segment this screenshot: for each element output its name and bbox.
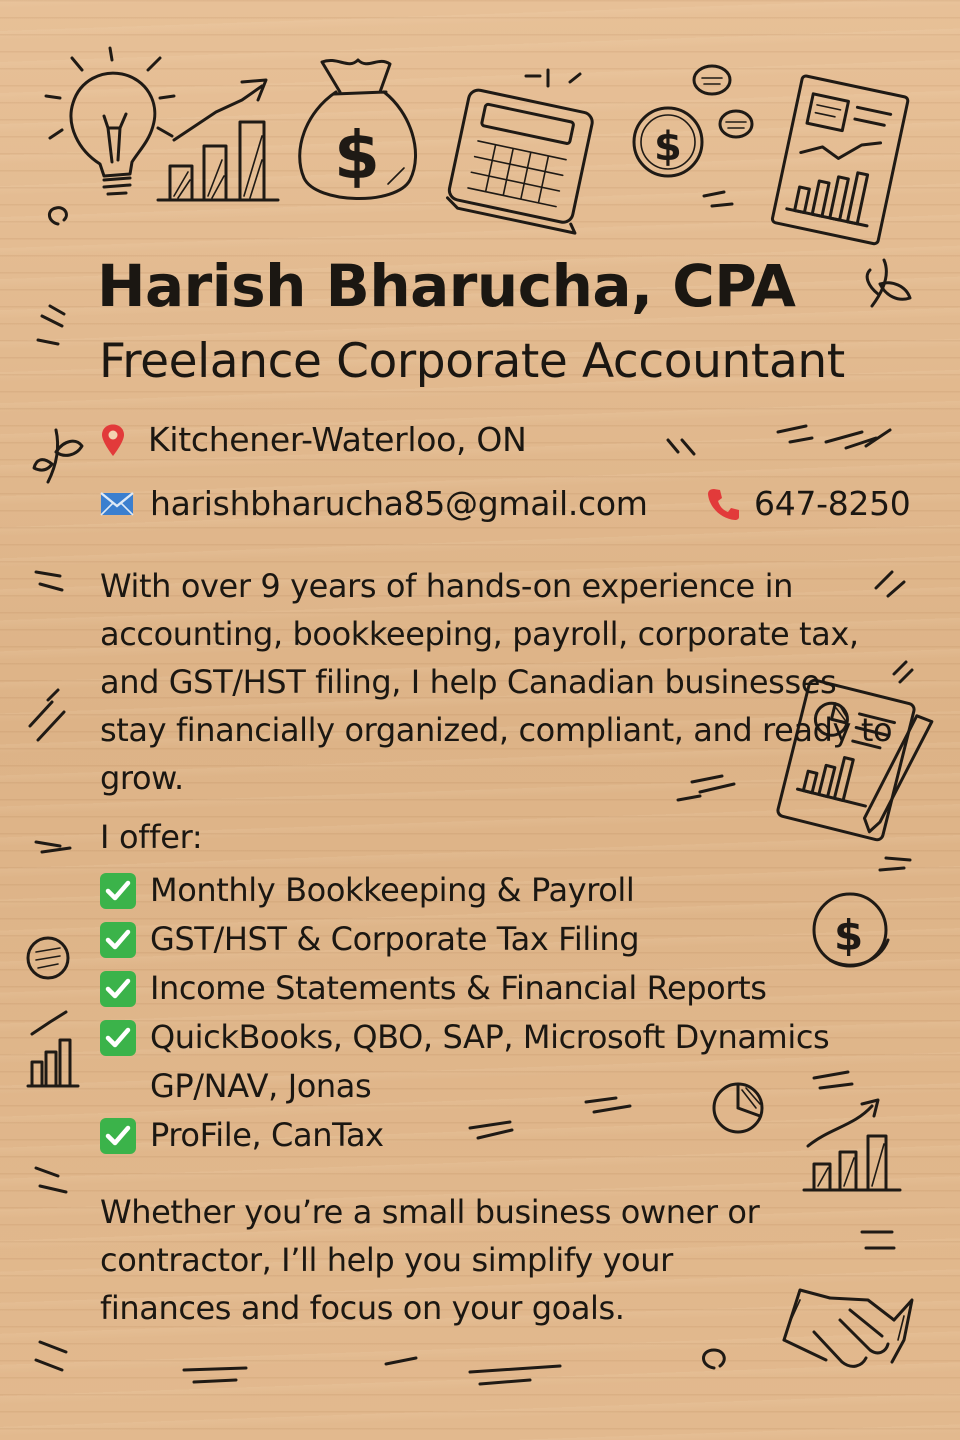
svg-text:$: $	[334, 117, 380, 194]
location-row	[100, 420, 527, 459]
offers-list	[100, 866, 920, 1160]
sparkle-lines	[526, 70, 580, 86]
offer-text: ProFile, CanTax	[150, 1116, 384, 1154]
offer-item	[100, 915, 920, 964]
envelope-icon	[100, 492, 134, 516]
person-name: Harish Bharucha, CPA	[97, 252, 796, 320]
job-title: Freelance Corporate Accountant	[99, 334, 845, 389]
leaf-icon	[867, 260, 910, 306]
dash-doodle	[36, 842, 70, 852]
leaf-icon-left	[34, 430, 82, 482]
bar-chart-icon	[158, 80, 278, 200]
closing-paragraph: Whether you’re a small business owner or contractor, I’ll help you simplify your finances and focus on your goals.	[100, 1193, 760, 1327]
dash-doodle	[30, 690, 64, 740]
offers-heading: I offer:	[100, 818, 203, 856]
intro-paragraph: With over 9 years of hands-on experience in accounting, bookkeeping, payroll, corporate tax, and GST/HST filing, I help Canadian businesses stay financially organized, compliant, and ready to grow.	[100, 567, 893, 797]
calculator-icon	[446, 88, 600, 233]
lightbulb-icon	[46, 48, 174, 194]
swirl-doodle	[49, 208, 66, 224]
swirl-doodle	[704, 1350, 725, 1368]
offer-text: Monthly Bookkeeping & Payroll	[150, 871, 635, 909]
dollar-coin-icon	[634, 66, 752, 206]
phone-number[interactable]: 647-8250	[754, 484, 911, 523]
offer-text: QuickBooks, QBO, SAP, Microsoft Dynamics GP/NAV, Jonas	[150, 1018, 830, 1105]
report-icon	[772, 75, 909, 244]
checkmark-icon	[100, 1118, 136, 1154]
checkmark-icon	[100, 971, 136, 1007]
handshake-icon	[784, 1290, 912, 1366]
email-row	[100, 484, 648, 523]
mini-bar-chart-icon	[28, 1012, 78, 1086]
coin-doodle-left	[28, 938, 68, 978]
dash-doodle	[668, 426, 890, 454]
checkmark-icon	[100, 1020, 136, 1056]
offer-item	[100, 1111, 920, 1160]
checkmark-icon	[100, 873, 136, 909]
location-pin-icon	[100, 423, 126, 457]
money-bag-icon	[300, 60, 416, 199]
dash-doodle	[38, 306, 64, 344]
phone-icon	[706, 486, 742, 522]
svg-text:$: $	[654, 124, 682, 170]
offer-item	[100, 964, 920, 1013]
svg-text:$: $	[834, 911, 864, 960]
dash-doodle	[36, 1342, 560, 1384]
location-text: Kitchener-Waterloo, ON	[148, 420, 527, 459]
phone-row	[706, 484, 910, 523]
checkmark-icon	[100, 922, 136, 958]
offer-item	[100, 866, 920, 915]
offer-item	[100, 1013, 910, 1111]
offer-text: GST/HST & Corporate Tax Filing	[150, 920, 640, 958]
offer-text: Income Statements & Financial Reports	[150, 969, 767, 1007]
email-link[interactable]: harishbharucha85@gmail.com	[150, 484, 648, 523]
